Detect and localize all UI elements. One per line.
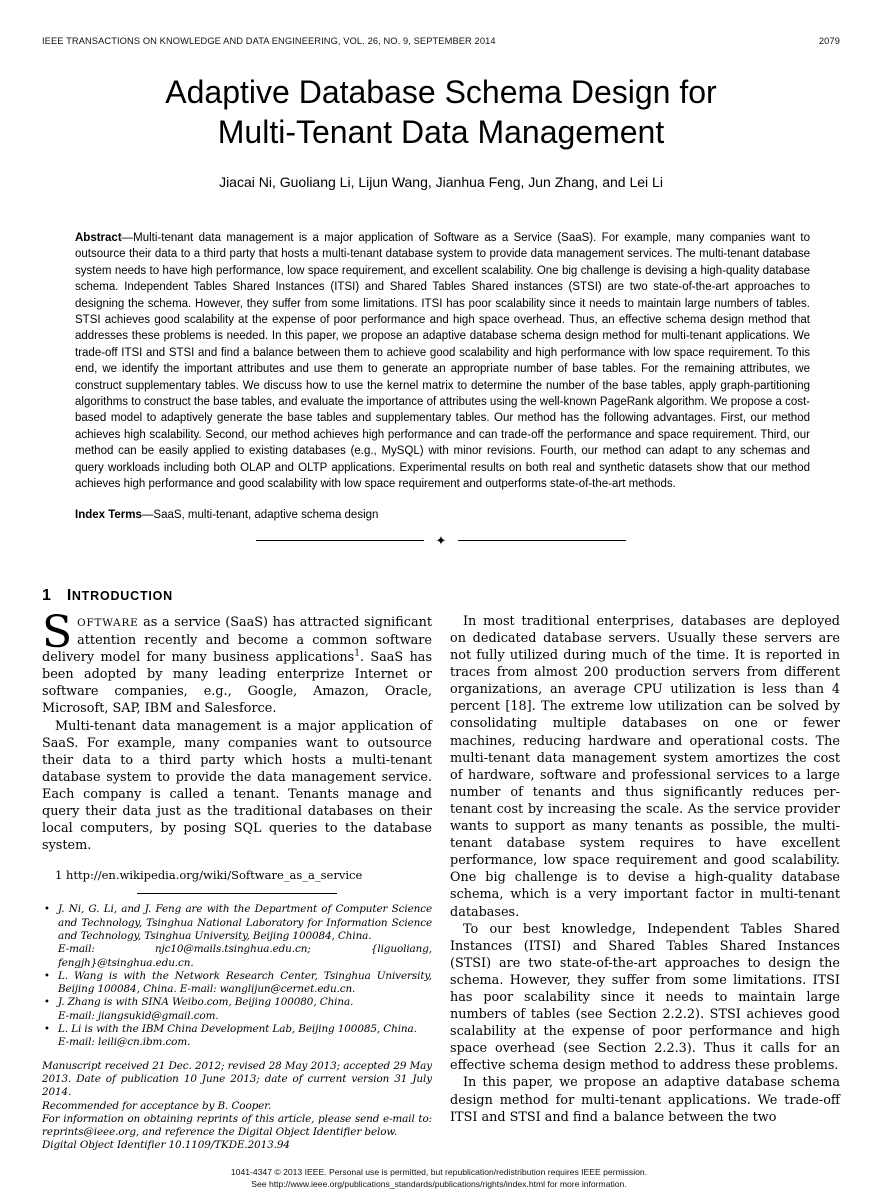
affiliation-text: L. Li is with the IBM China Development Lab, Beijing 100085, China. — [58, 1023, 417, 1036]
section-1-heading — [42, 586, 432, 605]
intro-paragraph-2: Multi-tenant data management is a major application of SaaS. For example, many companies want to outsource their data to a third party which hosts a multi-tenant database system to provide the data management service. Each company is called a tenant. Tenants manage and query their data just as the traditional databases on their local computers, by posing SQL queries to the database system. — [42, 718, 432, 854]
intro-paragraph-5: In this paper, we propose an adaptive database schema design method for multi-tenant applications. We trade-off ITSI and STSI and find a balance between the two — [450, 1075, 840, 1125]
manuscript-note: Digital Object Identifier 10.1109/TKDE.2013.94 — [42, 1139, 290, 1152]
paper-title-line1: Adaptive Database Schema Design for — [165, 74, 717, 110]
running-header — [42, 36, 840, 46]
section-separator — [42, 532, 840, 548]
footnote-marker: 1 — [55, 868, 63, 883]
separator-line-right — [458, 540, 626, 541]
intro-p1-text-cont: . SaaS has been adopted by many leading enterprize Internet or software companies, e.g., Google, Amazon, Oracle, Microsoft, SAP, IBM and Salesforce. — [42, 650, 433, 717]
authors-line: Jiacai Ni, Guoliang Li, Lijun Wang, Jianhua Feng, Jun Zhang, and Lei Li — [219, 174, 663, 190]
affiliations-list — [42, 903, 432, 1049]
index-terms-text: —SaaS, multi-tenant, adaptive schema design — [141, 508, 379, 521]
index-terms — [75, 507, 810, 523]
bullet-icon: • — [44, 997, 50, 1009]
bullet-icon: • — [44, 970, 50, 982]
manuscript-note: Manuscript received 21 Dec. 2012; revised 28 May 2013; accepted 29 May 2013. Date of publication 10 June 2013; date of current version 31 July 2014. — [42, 1059, 432, 1099]
abstract — [75, 230, 810, 493]
affiliation-text: L. Wang is with the Network Research Center, Tsinghua University, Beijing 100084, China. E-mail: wanglijun@cernet.edu.cn. — [58, 969, 432, 996]
intro-paragraph-3: In most traditional enterprises, databases are deployed on dedicated database servers. Usually these servers are not fully utilized during much of the time. It is reported in traces from almost 200 production servers from different organizations, an average CPU utilization is less than 4 percent [18]. The extreme low utilization can be solved by consolidating multiple databases on one or fewer machines, reducing hardware and operational costs. The multi-tenant data management system amortizes the cost of hardware, software and professional services to a large number of tenants and thus significantly reduces per-tenant cost by increasing the scale. As the service provider wants to support as many tenants as possible, the multi-tenant database system requires to have excellent performance, low space requirement and good scalability. One big challenge is to devise a high-quality database schema, which is a very important factor in multi-tenant databases. — [450, 613, 840, 920]
manuscript-note: For information on obtaining reprints of this article, please send e-mail to: reprints@ieee.org, and reference the Digital Object Identifier below. — [42, 1112, 432, 1139]
diamond-icon: ✦ — [435, 532, 447, 548]
body-columns — [42, 586, 840, 1153]
abstract-label: Abstract — [75, 232, 122, 244]
affiliation-text: J. Ni, G. Li, and J. Feng are with the Department of Computer Science and Technology, Tsinghua National Laboratory for Information Science and Technology, Tsinghua University, Beijing 100084, China. — [58, 903, 432, 942]
affiliation-email: E-mail: njc10@mails.tsinghua.edu.cn; {liguoliang, fengjh}@tsinghua.edu.cn. — [58, 943, 432, 969]
manuscript-note: Recommended for acceptance by B. Cooper. — [42, 1099, 272, 1112]
paper-title — [42, 72, 840, 152]
intro-paragraph-4: To our best knowledge, Independent Tables Shared Instances (ITSI) and Shared Tables Shared Instances (STSI) are two state-of-the-art approaches to design the schema. However, they suffer from some limitations. ITSI has poor scalability since it needs to maintain large numbers of tables (see Section 2.2.2). STSI achieves good scalability at the expense of poor performance and high space overhead (see Section 2.2.3). Thus it calls for an effective schema design method to address these problems. — [450, 921, 840, 1074]
affiliation-item — [42, 1023, 432, 1050]
section-title-first-letter: I — [66, 586, 72, 604]
abstract-text: —Multi-tenant data management is a major application of Software as a Service (SaaS). For example, many companies want to outsource their data to a third party that hosts a multi-tenant database system to provide data management services. The multi-tenant database system needs to have high performance, low space requirement, and excellent scalability. One big challenge is devising a high-quality database schema. Independent Tables Shared Instances (ITSI) and Shared Tables Shared instances (STSI) are two state-of-the-art approaches to designing the schema. However, they suffer from some limitations. ITSI has poor scalability since it needs to maintain large numbers of tables. STSI achieves good scalability at the expense of poor performance and high space overhead. Thus, an effective schema design method that addresses these problems is needed. In this paper, we propose an adaptive database schema design method for multi-tenant applications. We trade-off ITSI and STSI and find a balance between them to achieve good scalability and high performance with low space requirement. To this end, we identify the important attributes and use them to generate an appropriate number of base tables. For the remaining attributes, we construct supplementary tables. We discuss how to use the kernel matrix to determine the number of the base tables, apply graph-partitioning algorithms to construct the base tables, and evaluate the importance of attributes using the well-known PageRank algorithm. We propose a cost-based model to adaptively generate the base tables and supplementary tables. Our method has the following advantages. First, our method achieves high scalability. Second, our method achieves high performance and can trade-off the performance and space requirement. Third, our method can be easily applied to existing databases (e.g., MySQL) with minor revisions. Fourth, our method can adapt to any schemas and query workloads including both OLAP and OLTP applications. Experimental results on both real and synthetic datasets show that our method achieves high performance and good scalability with low space requirement and outperforms state-of-the-art methods. — [75, 232, 810, 491]
footnote — [42, 867, 432, 884]
copyright-info-line: See http://www.ieee.org/publications_standards/publications/rights/index.html for more information. — [251, 1178, 627, 1189]
affiliation-item — [42, 903, 432, 969]
dropcap-word: OFTWARE — [77, 617, 139, 629]
affiliation-item — [42, 996, 432, 1023]
copyright-footer — [0, 1167, 878, 1190]
footnote-reference: 1 — [354, 648, 360, 659]
bullet-icon: • — [44, 1024, 50, 1036]
footnote-url: http://en.wikipedia.org/wiki/Software_as_a_service — [65, 868, 363, 883]
intro-paragraph-1 — [42, 607, 433, 718]
dropcap: S — [42, 607, 73, 658]
page-number: 2079 — [818, 36, 840, 46]
left-column — [42, 586, 432, 1153]
section-title-rest: NTRODUCTION — [71, 588, 174, 603]
manuscript-notes — [42, 1060, 432, 1153]
section-number: 1 — [42, 586, 51, 604]
affiliation-item — [42, 970, 432, 997]
affiliation-email: E-mail: jiangsukid@gmail.com. — [58, 1009, 219, 1022]
index-terms-label: Index Terms — [75, 508, 142, 521]
intro-p1-text: as a service (SaaS) has attracted significant attention recently and become a common software delivery model for many business applications — [42, 615, 432, 666]
paper-title-line2: Multi-Tenant Data Management — [217, 114, 665, 150]
journal-title: IEEE TRANSACTIONS ON KNOWLEDGE AND DATA ENGINEERING, VOL. 26, NO. 9, SEPTEMBER 2014 — [42, 36, 496, 46]
bullet-icon: • — [44, 904, 50, 916]
right-column — [450, 586, 840, 1153]
separator-line-left — [256, 540, 424, 541]
footnote-rule — [137, 893, 337, 894]
affiliation-text: J. Zhang is with SINA Weibo.com, Beijing 100080, China. — [58, 996, 354, 1009]
affiliation-email: E-mail: leili@cn.ibm.com. — [58, 1036, 191, 1049]
copyright-line: 1041-4347 © 2013 IEEE. Personal use is permitted, but republication/redistribution requires IEEE permission. — [230, 1167, 648, 1177]
